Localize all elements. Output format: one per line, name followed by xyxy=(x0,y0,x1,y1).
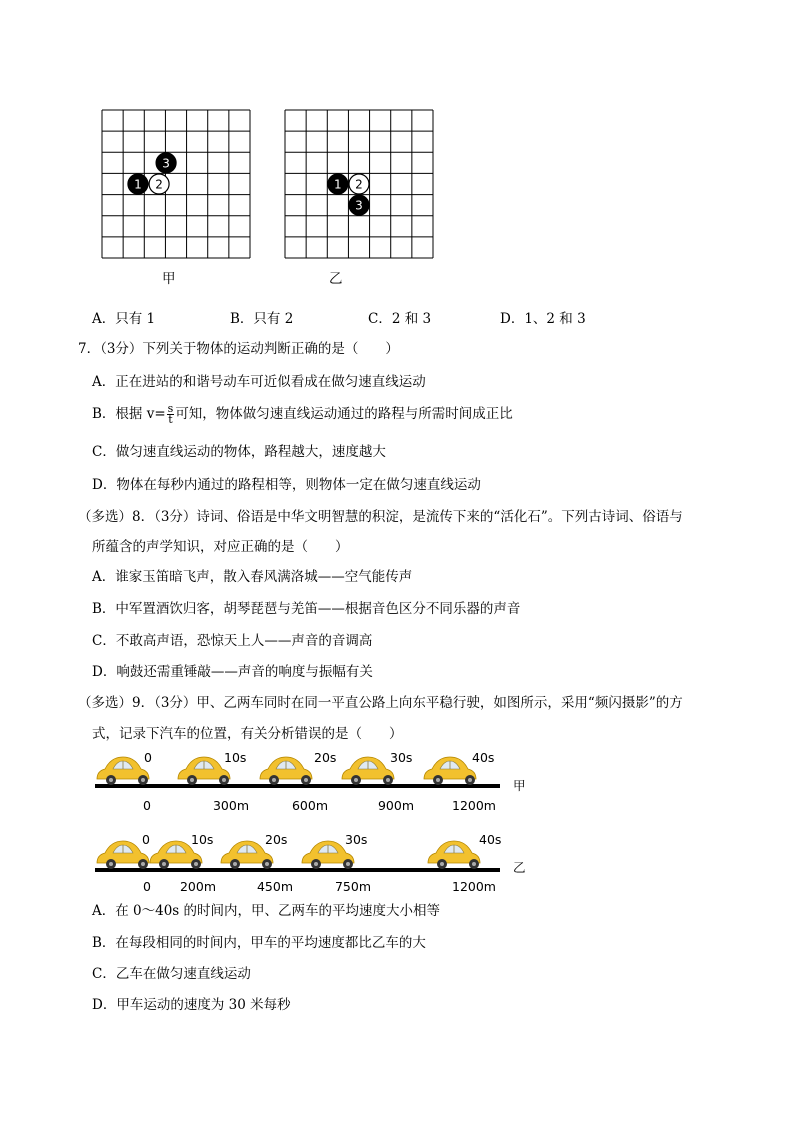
yi-distance-label: 1200m xyxy=(452,879,496,894)
car-icon xyxy=(260,757,312,785)
q6-option-a: A．只有 1 xyxy=(92,311,156,327)
q7-option-d: D．物体在每秒内通过的路程相等，则物体一定在做匀速直线运动 xyxy=(92,477,481,493)
go-stone-number: 1 xyxy=(334,177,342,192)
jia-distance-label: 1200m xyxy=(452,798,496,813)
q8-option-a: A．谁家玉笛暗飞声，散入春风满洛城——空气能传声 xyxy=(92,569,413,585)
go-boards-figure xyxy=(0,0,794,300)
car-icon xyxy=(428,841,480,869)
board-jia-label: 甲 xyxy=(162,271,176,287)
q8-option-b: B．中军置酒饮归客，胡琴琵琶与羌笛——根据音色区分不同乐器的声音 xyxy=(92,601,521,617)
board-jia xyxy=(102,110,250,258)
q7-option-b-suffix: 可知，物体做匀速直线运动通过的路程与所需时间成正比 xyxy=(175,406,513,422)
strobe-cars-figure xyxy=(0,740,794,900)
q9-option-b: B．在每段相同的时间内，甲车的平均速度都比乙车的大 xyxy=(92,935,426,951)
track-jia-label: 甲 xyxy=(513,778,526,793)
q9-stem-line2: 式，记录下汽车的位置，有关分析错误的是（ ） xyxy=(92,726,403,742)
cars-figure-content xyxy=(95,750,526,894)
jia-time-label: 10s xyxy=(224,750,247,765)
yi-distance-label: 450m xyxy=(256,879,294,894)
yi-time-label: 20s xyxy=(265,832,288,847)
go-stone-number: 2 xyxy=(155,177,163,192)
q8-stem-line1: （多选）8．（3分）诗词、俗语是中华文明智慧的积淀，是流传下来的“活化石”。下列古诗词、俗语与 xyxy=(78,509,683,525)
yi-time-label: 0 xyxy=(142,832,150,847)
q7-option-c: C．做匀速直线运动的物体，路程越大，速度越大 xyxy=(92,444,386,460)
jia-distance-label: 900m xyxy=(377,798,415,813)
jia-distance-label: 300m xyxy=(212,798,250,813)
q7-option-b xyxy=(92,404,513,425)
yi-time-label: 10s xyxy=(191,832,214,847)
q9-option-a: A．在 0～40s 的时间内，甲、乙两车的平均速度大小相等 xyxy=(92,903,441,919)
q7-option-b-prefix: B．根据 v= xyxy=(92,406,166,422)
q7-stem: 7．（3分）下列关于物体的运动判断正确的是（ ） xyxy=(78,341,399,357)
q8-option-d: D．响鼓还需重锤敲——声音的响度与振幅有关 xyxy=(92,664,373,680)
yi-distance-label: 0 xyxy=(143,879,151,894)
car-icon xyxy=(424,757,476,785)
q9-option-d: D．甲车运动的速度为 30 米每秒 xyxy=(92,997,291,1013)
q9-option-c: C．乙车在做匀速直线运动 xyxy=(92,966,251,982)
q6-option-c: C．2 和 3 xyxy=(368,311,432,327)
q8-option-c: C．不敢高声语，恐惊天上人——声音的音调高 xyxy=(92,633,373,649)
jia-time-label: 40s xyxy=(472,750,495,765)
go-stone-number: 3 xyxy=(355,198,363,213)
formula-denominator: t xyxy=(168,413,173,426)
formula-numerator: s xyxy=(167,402,174,415)
car-icon xyxy=(97,757,149,785)
jia-time-label: 0 xyxy=(144,750,152,765)
jia-distance-label: 0 xyxy=(143,798,151,813)
go-stone-number: 1 xyxy=(134,177,142,192)
q8-stem-line2: 所蕴含的声学知识，对应正确的是（ ） xyxy=(92,539,349,555)
velocity-formula-fraction xyxy=(167,404,175,425)
q9-stem-line1: （多选）9．（3分）甲、乙两车同时在同一平直公路上向东平稳行驶，如图所示，采用“频闪摄影”的方 xyxy=(78,695,683,711)
go-stone-number: 3 xyxy=(162,156,170,171)
yi-distance-label: 200m xyxy=(179,879,217,894)
board-yi-label: 乙 xyxy=(329,271,343,287)
road-yi xyxy=(95,868,500,872)
go-stone-number: 2 xyxy=(355,177,363,192)
jia-time-label: 20s xyxy=(314,750,337,765)
car-icon xyxy=(178,757,230,785)
jia-time-label: 30s xyxy=(390,750,413,765)
q6-option-b: B．只有 2 xyxy=(230,311,294,327)
q7-option-a: A．正在进站的和谐号动车可近似看成在做匀速直线运动 xyxy=(92,374,426,390)
yi-time-label: 40s xyxy=(479,832,502,847)
track-yi-label: 乙 xyxy=(513,860,526,875)
jia-distance-label: 600m xyxy=(291,798,329,813)
yi-distance-label: 750m xyxy=(334,879,372,894)
car-icon xyxy=(342,757,394,785)
q6-option-d: D．1、2 和 3 xyxy=(500,311,586,327)
yi-time-label: 30s xyxy=(345,832,368,847)
